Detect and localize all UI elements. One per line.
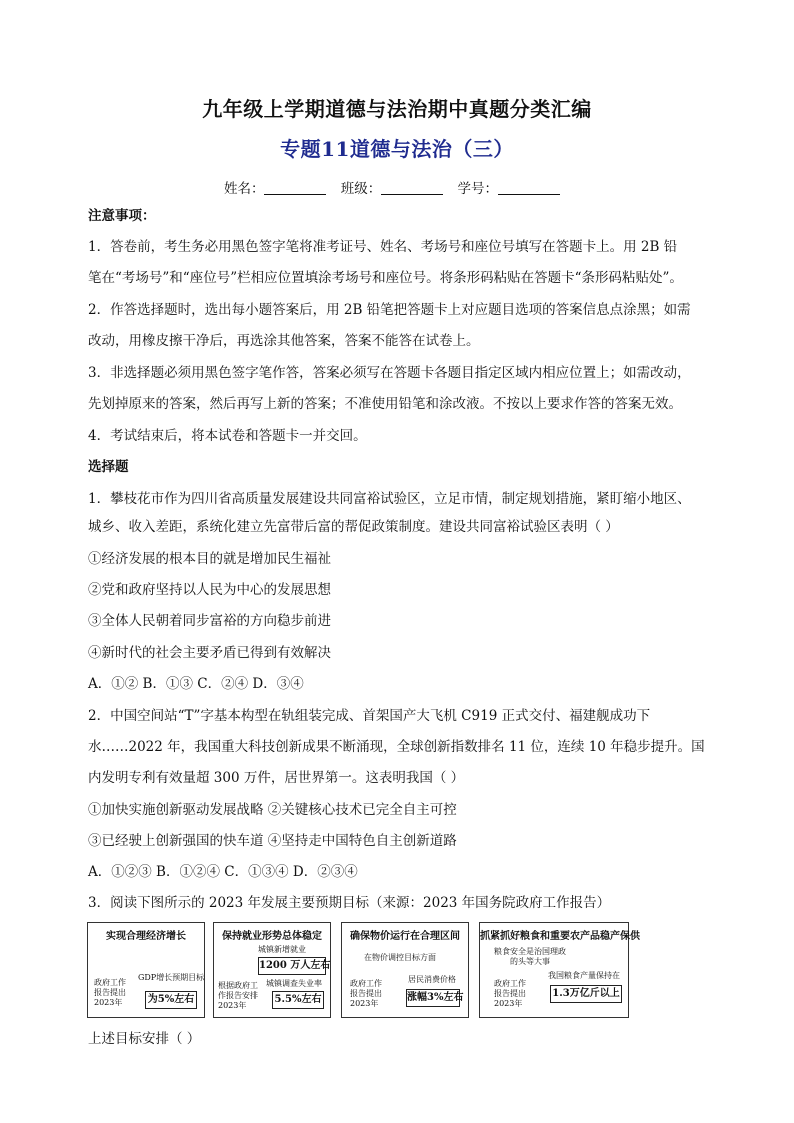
panel-intro: 的头等大事 bbox=[510, 957, 550, 966]
panel-left-text: 2023年 bbox=[218, 1001, 247, 1010]
panel-left-text: 政府工作 bbox=[350, 979, 382, 988]
panel-label: 居民消费价格 bbox=[408, 975, 456, 984]
id-blank[interactable] bbox=[498, 180, 560, 195]
panel-value-box: 1200 万人左右 bbox=[258, 957, 326, 975]
panel-label: GDP增长预期目标 bbox=[138, 973, 205, 982]
notice-line: 先划掉原来的答案，然后再写上新的答案；不准使用铅笔和涂改液。不按以上要求作答的答案无效。 bbox=[88, 396, 682, 412]
panel-left-text: 报告提出 bbox=[494, 989, 526, 998]
figure-panel-employment bbox=[213, 922, 331, 1018]
panel-intro: 粮食安全是治国理政 bbox=[494, 947, 566, 956]
q1-choices: A．①② B．①③ C．②④ D．③④ bbox=[88, 676, 304, 692]
q1-option: ③全体人民朝着同步富裕的方向稳步前进 bbox=[88, 613, 331, 629]
notice-line: 2．作答选择题时，选出每小题答案后，用 2B 铅笔把答题卡上对应题目选项的答案信息点涂黑；如需 bbox=[88, 302, 691, 318]
q2-choices: A．①②③ B．①②④ C．①③④ D．②③④ bbox=[88, 864, 358, 880]
q2-option: ①加快实施创新驱动发展战略 ②关键核心技术已完全自主可控 bbox=[88, 802, 457, 818]
panel-left-text: 政府工作 bbox=[94, 978, 126, 987]
panel-value-box: 为5%左右 bbox=[145, 991, 197, 1009]
name-blank[interactable] bbox=[264, 180, 326, 195]
panel-title: 确保物价运行在合理区间 bbox=[350, 931, 460, 942]
panel-left-text: 2023年 bbox=[94, 998, 123, 1007]
panel-left-text: 政府工作 bbox=[494, 979, 526, 988]
panel-left-text: 作报告安排 bbox=[218, 991, 258, 1000]
q1-option: ①经济发展的根本目的就是增加民生福祉 bbox=[88, 551, 331, 567]
student-info-fields bbox=[0, 177, 794, 197]
page-subtitle: 专题11道德与法治（三） bbox=[280, 137, 514, 161]
notice-line: 1．答卷前，考生务必用黑色签字笔将准考证号、姓名、考场号和座位号填写在答题卡上。用 2B 铅 bbox=[88, 239, 678, 255]
q1-option: ④新时代的社会主要矛盾已得到有效解决 bbox=[88, 645, 331, 661]
panel-left-text: 报告提出 bbox=[350, 989, 382, 998]
id-label: 学号： bbox=[457, 181, 499, 197]
q2-stem: 水……2022 年，我国重大科技创新成果不断涌现，全球创新指数排名 11 位，连续 10 年稳步提升。国 bbox=[88, 739, 705, 755]
notice-line: 笔在“考场号”和“座位号”栏相应位置填涂考场号和座位号。将条形码粘贴在答题卡“条形码粘贴处”。 bbox=[88, 270, 683, 286]
panel-label: 城镇新增就业 bbox=[258, 945, 306, 954]
q3-stem: 3．阅读下图所示的 2023 年发展主要预期目标（来源：2023 年国务院政府工作报告） bbox=[88, 895, 611, 911]
q1-stem: 城乡、收入差距，系统化建立先富带后富的帮促政策制度。建设共同富裕试验区表明（ ） bbox=[88, 519, 619, 535]
q1-option: ②党和政府坚持以人民为中心的发展思想 bbox=[88, 582, 331, 598]
figure-panel-grain bbox=[479, 922, 640, 1018]
figure-panel-economy bbox=[87, 922, 205, 1018]
notice-heading: 注意事项： bbox=[88, 208, 156, 224]
q3-prompt: 上述目标安排（ ） bbox=[88, 1031, 201, 1047]
name-label: 姓名： bbox=[223, 181, 265, 197]
panel-title: 保持就业形势总体稳定 bbox=[222, 931, 322, 942]
q2-option: ③已经驶上创新强国的快车道 ④坚持走中国特色自主创新道路 bbox=[88, 833, 457, 849]
q2-stem: 内发明专利有效量超 300 万件，居世界第一。这表明我国（ ） bbox=[88, 770, 465, 786]
panel-value-box: 1.3万亿斤以上 bbox=[550, 985, 622, 1003]
class-blank[interactable] bbox=[381, 180, 443, 195]
panel-intro: 在物价调控目标方面 bbox=[364, 953, 436, 962]
panel-title: 抓紧抓好粮食和重要农产品稳产保供 bbox=[480, 931, 640, 942]
panel-label: 城镇调查失业率 bbox=[266, 979, 322, 988]
notice-line: 3．非选择题必须用黑色签字笔作答，答案必须写在答题卡各题目指定区域内相应位置上；如需改动， bbox=[88, 365, 691, 381]
figure-panel-prices bbox=[341, 922, 469, 1018]
q1-stem: 1．攀枝花市作为四川省高质量发展建设共同富裕试验区，立足市情，制定规划措施，紧盯缩小地区、 bbox=[88, 491, 691, 507]
notice-line: 改动，用橡皮擦干净后，再选涂其他答案，答案不能答在试卷上。 bbox=[88, 333, 480, 349]
section-heading: 选择题 bbox=[88, 459, 129, 475]
panel-label: 我国粮食产量保持在 bbox=[548, 971, 620, 980]
notice-line: 4．考试结束后，将本试卷和答题卡一并交回。 bbox=[88, 428, 367, 444]
panel-left-text: 2023年 bbox=[494, 999, 523, 1008]
panel-value-box: 涨幅3%左右 bbox=[406, 989, 460, 1007]
class-label: 班级： bbox=[340, 181, 382, 197]
panel-left-text: 根据政府工 bbox=[218, 981, 258, 990]
page-title: 九年级上学期道德与法治期中真题分类汇编 bbox=[202, 97, 592, 121]
q2-stem: 2．中国空间站“T”字基本构型在轨组装完成、首架国产大飞机 C919 正式交付、福建舰成功下 bbox=[88, 708, 651, 724]
panel-left-text: 报告提出 bbox=[94, 988, 126, 997]
panel-left-text: 2023年 bbox=[350, 999, 379, 1008]
panel-value-box: 5.5%左右 bbox=[272, 991, 324, 1009]
q3-figure bbox=[87, 922, 640, 1020]
panel-title: 实现合理经济增长 bbox=[106, 931, 186, 942]
